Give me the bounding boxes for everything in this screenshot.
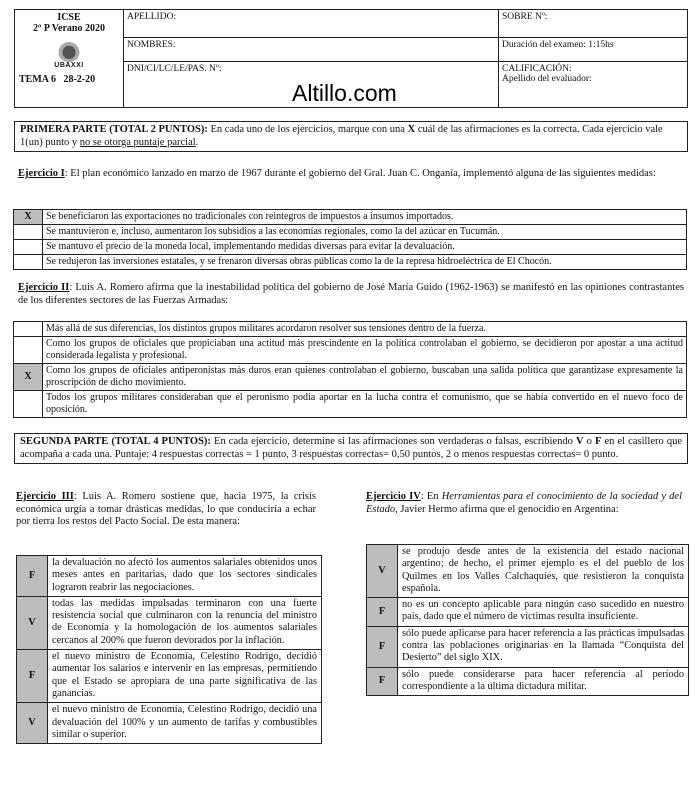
tf-text: todas las medidas impulsadas terminaron con una fuerte resistencia social que culminaron con la renuncia del ministro de Economía y la homologación de los aumentos salariales cercanos al 200% que fueron devorados por la inflación. [48, 596, 322, 649]
ejercicio-3-prompt: Ejercicio III: Luis A. Romero sostiene que, hacia 1975, la crisis económica urgía a tomar drásticas medidas, lo que conduciría a echar por tierra los restos del Pacto Social. De esta manera: [16, 491, 317, 527]
watermark: Altillo.com [292, 80, 397, 106]
tf-answer-box[interactable]: V [17, 596, 48, 649]
option-text: Como los grupos de oficiales que propiciaban una actitud más prescindente en la política controlaban el gobierno, se decidieron por apostar a una actitud considerada legalista y profesional. [43, 337, 687, 364]
ejercicio-1-prompt: Ejercicio I: El plan económico lanzado en marzo de 1967 durante el gobierno del Gral. Juan C. Onganía, implementó alguna de las siguientes medidas: [18, 168, 656, 179]
ejercicio-4-prompt: Ejercicio IV: En Herramientas para el conocimiento de la sociedad y del Estado, Javier Hermo afirma que el genocidio en Argentina: [366, 491, 682, 515]
ejercicio-1-label: Ejercicio I [18, 168, 65, 179]
ejercicio-2-label: Ejercicio II [18, 282, 70, 293]
answer-box[interactable] [14, 391, 43, 418]
ejercicio-3-label: Ejercicio III [16, 491, 74, 502]
answer-box[interactable] [14, 240, 43, 255]
tf-answer-box[interactable]: F [17, 650, 48, 703]
apellido-field[interactable]: APELLIDO: [124, 10, 499, 38]
primera-parte-heading: PRIMERA PARTE (TOTAL 2 PUNTOS): [20, 124, 208, 135]
option-row[interactable] [14, 240, 687, 255]
tf-answer-box[interactable]: F [367, 667, 398, 696]
option-text: Más allá de sus diferencias, los distintos grupos militares acordaron resolver sus tensiones dentro de la fuerza. [43, 322, 687, 337]
ejercicio-2-prompt: Ejercicio II: Luis A. Romero afirma que la inestabilidad política del gobierno de José María Guido (1962-1963) se manifestó en las opiniones contrastantes de los diferentes sectores de las Fuerzas Armadas: [18, 282, 684, 306]
tema-line [15, 74, 123, 85]
tf-text: sólo puede considerarse para hacer referencia al período correspondiente a la última dictadura militar. [398, 667, 689, 696]
option-row[interactable] [14, 255, 687, 270]
answer-box[interactable] [14, 322, 43, 337]
sobre-field[interactable]: SOBRE Nº: [499, 10, 688, 38]
primera-parte-instructions: PRIMERA PARTE (TOTAL 2 PUNTOS): En cada uno de los ejercicios, marque con una X cuál de las afirmaciones es la correcta. Cada ejercicio vale 1(un) punto y no se otorga puntaje parcial. [14, 121, 688, 152]
tema-label: TEMA 6 [19, 74, 56, 85]
exam-date: 28-2-20 [63, 74, 96, 85]
tf-row[interactable] [367, 667, 689, 696]
option-row[interactable] [14, 364, 687, 391]
tf-row[interactable] [17, 556, 322, 597]
option-row[interactable] [14, 225, 687, 240]
answer-box[interactable] [14, 337, 43, 364]
course-name: ICSE [57, 12, 81, 23]
option-text: Todos los grupos militares consideraban que el peronismo podía aportar en la lucha contra el comunismo, que se había convertido en el nuevo foco de oposición. [43, 391, 687, 418]
tf-row[interactable] [367, 598, 689, 627]
calificacion-field[interactable]: CALIFICACIÓN: Apellido del evaluador: [499, 62, 688, 108]
option-row[interactable] [14, 210, 687, 225]
tf-row[interactable] [17, 703, 322, 744]
ubaxxi-logo: UBAXXI [46, 38, 92, 72]
answer-box[interactable] [14, 255, 43, 270]
option-text: Se beneficiaron las exportaciones no tradicionales con reintegros de impuestos a insumos importados. [43, 210, 687, 225]
ejercicio-3-items [16, 555, 322, 744]
option-text: Se mantuvo el precio de la moneda local, implementando medidas diversas para evitar la devaluación. [43, 240, 687, 255]
tf-answer-box[interactable]: F [367, 626, 398, 667]
tf-row[interactable] [17, 596, 322, 649]
tf-answer-box[interactable]: F [17, 556, 48, 597]
tf-text: la devaluación no afectó los aumentos salariales obtenidos unos meses antes en paritarias, dado que los sectores sindicales lograron reabrir las negociaciones. [48, 556, 322, 597]
exam-name: 2º P Verano 2020 [33, 23, 105, 34]
option-text: Se mantuvieron e, incluso, aumentaron los subsidios a las economías regionales, como la del azúcar en Tucumán. [43, 225, 687, 240]
tf-text: no es un concepto aplicable para ningún caso sucedido en nuestro país, dado que el número de víctimas resulta insuficiente. [398, 598, 689, 627]
tf-answer-box[interactable]: V [17, 703, 48, 744]
option-row[interactable] [14, 337, 687, 364]
tf-text: se produjo desde antes de la existencia del estado nacional argentino; de hecho, el primer ejemplo es el del pueblo de los Quilmes en los Valles Calchaquíes, que resistieron la conquista española. [398, 545, 689, 598]
tf-text: el nuevo ministro de Economía, Celestino Rodrigo, decidió una devaluación del 100% y un aumento de tarifas y combustibles similar o superior. [48, 703, 322, 744]
tf-row[interactable] [17, 650, 322, 703]
ejercicio-4-label: Ejercicio IV [366, 491, 421, 502]
dni-field[interactable]: DNI/CI/LC/LE/PAS. Nº: [124, 62, 499, 108]
option-text: Como los grupos de oficiales antiperonistas más duros eran quienes controlaban el gobierno, buscaban una salida política que garantizase expresamente la proscripción de dicho movimiento. [43, 364, 687, 391]
option-row[interactable] [14, 391, 687, 418]
segunda-parte-heading: SEGUNDA PARTE (TOTAL 4 PUNTOS): [20, 436, 211, 447]
tf-row[interactable] [367, 545, 689, 598]
ejercicio-2-options [13, 321, 687, 418]
book-title: Herramientas para el conocimiento de la sociedad y del Estado [366, 491, 682, 515]
nombres-field[interactable]: NOMBRES: [124, 38, 499, 62]
tf-text: sólo puede aplicarse para hacer referencia a las prácticas impulsadas contra las poblaciones originarias en la llamada “Conquista del Desierto” del siglo XIX. [398, 626, 689, 667]
logo-emblem-icon [57, 38, 81, 62]
tf-row[interactable] [367, 626, 689, 667]
ejercicio-1-options [13, 209, 687, 270]
ejercicio-4-items [366, 544, 689, 696]
header-id-cell [15, 10, 124, 108]
answer-box[interactable] [14, 225, 43, 240]
answer-box[interactable]: X [14, 210, 43, 225]
answer-box[interactable]: X [14, 364, 43, 391]
option-text: Se redujeron las inversiones estatales, y se frenaron diversas obras públicas como la de la represa hidroeléctrica de El Chocón. [43, 255, 687, 270]
segunda-parte-instructions: SEGUNDA PARTE (TOTAL 4 PUNTOS): En cada ejercicio, determine si las afirmaciones son verdaderas o falsas, escribiendo V o F en el casillero que acompaña a cada una. Puntaje: 4 respuestas correctas = 1 punto, 3 respuestas correctas= 0,50 puntos, 2 o menos respuestas correctas= 0 punto. [14, 433, 688, 464]
duracion-cell: Duración del examen: 1:15hs [499, 38, 688, 62]
tf-text: el nuevo ministro de Economía, Celestino Rodrigo, decidió aumentar los salarios e intervenir en las empresas, permitiendo que el Estado se apropiara de una parte significativa de las ganancias. [48, 650, 322, 703]
tf-answer-box[interactable]: V [367, 545, 398, 598]
option-row[interactable] [14, 322, 687, 337]
tf-answer-box[interactable]: F [367, 598, 398, 627]
